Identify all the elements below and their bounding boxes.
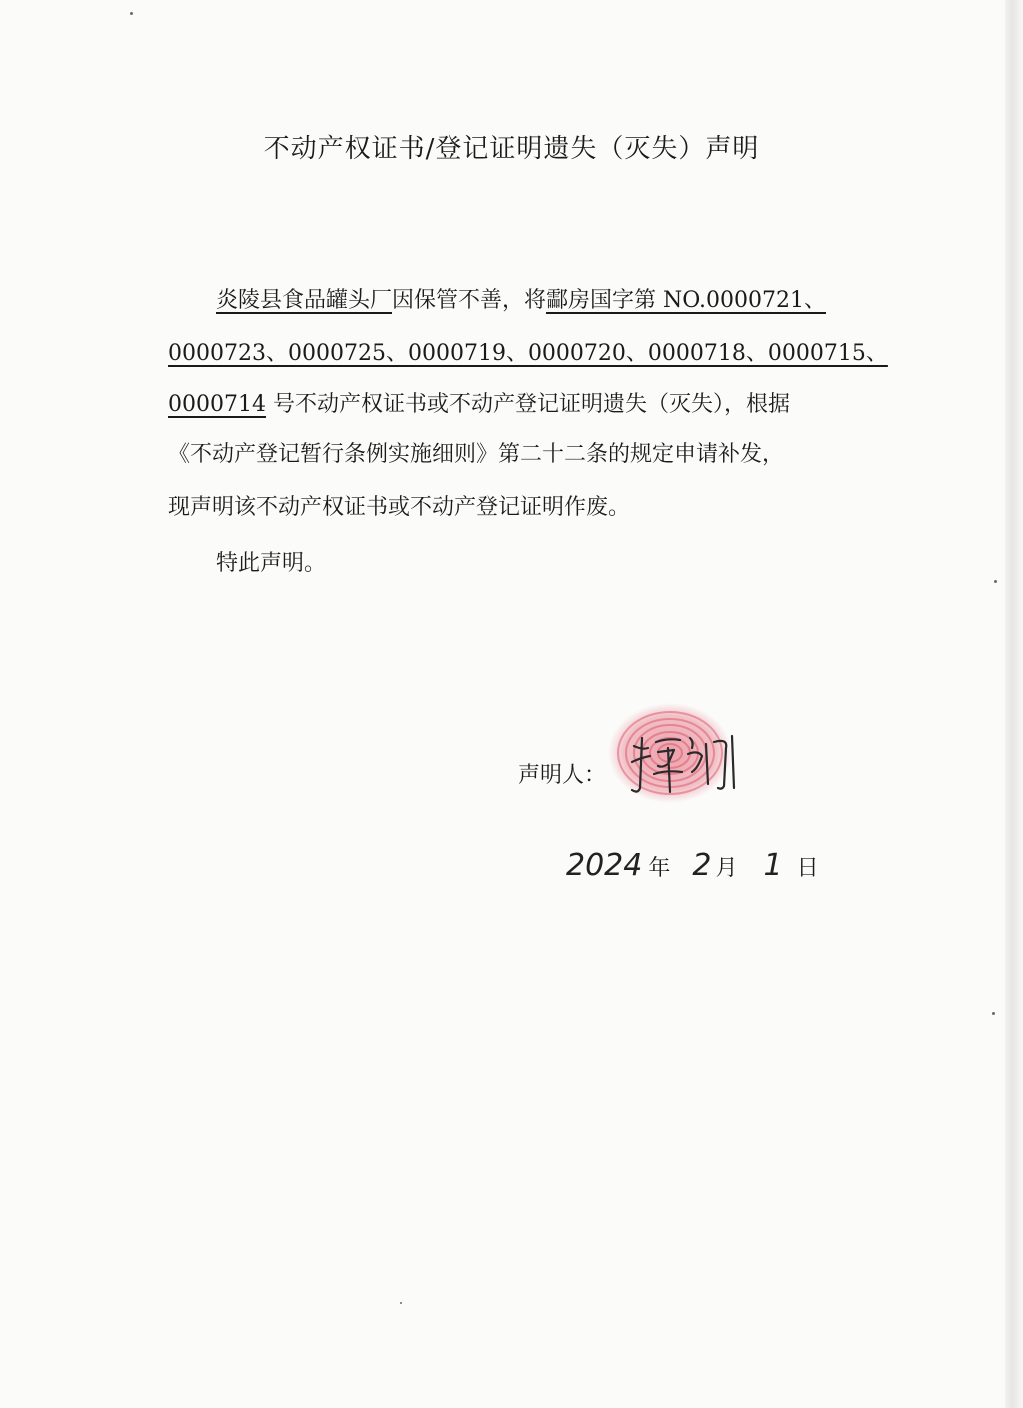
certificate-number-start: 酃房国字第 NO.0000721、 (546, 288, 826, 313)
scan-speck (992, 1012, 995, 1015)
scan-edge (1005, 0, 1023, 1408)
date-month-unit: 月 (715, 856, 738, 881)
scan-speck (400, 1302, 402, 1304)
certificate-numbers: 0000723、0000725、0000719、0000720、0000718、0000715、 (168, 341, 888, 366)
date-year: 2024 (566, 848, 643, 883)
document-title: 不动产权证书/登记证明遗失（灭失）声明 (263, 134, 760, 164)
closing-statement: 特此声明。 (216, 551, 327, 576)
scan-speck (130, 12, 133, 15)
date-month: 2 (692, 848, 712, 883)
owner-name: 炎陵县食品罐头厂 (216, 288, 393, 313)
scan-speck (994, 580, 997, 583)
body-line-2 (168, 336, 888, 372)
body-line-4: 《不动产登记暂行条例实施细则》第二十二条的规定申请补发， (168, 442, 785, 467)
handwritten-signature (628, 728, 748, 798)
date-day: 1 (763, 848, 783, 883)
certificate-number-last: 0000714 (168, 392, 266, 417)
body-line-3 (168, 387, 790, 423)
declarant-label: 声明人： (518, 763, 607, 788)
body-line-1-middle: 因保管不善，将 (392, 288, 547, 313)
body-line-1 (216, 283, 826, 319)
body-line-5: 现声明该不动产权证书或不动产登记证明作废。 (168, 495, 631, 520)
date-year-unit: 年 (648, 856, 671, 881)
body-line-3-rest: 号不动产权证书或不动产登记证明遗失（灭失），根据 (265, 392, 790, 417)
declaration-date (566, 848, 819, 898)
date-day-unit: 日 (796, 856, 819, 881)
